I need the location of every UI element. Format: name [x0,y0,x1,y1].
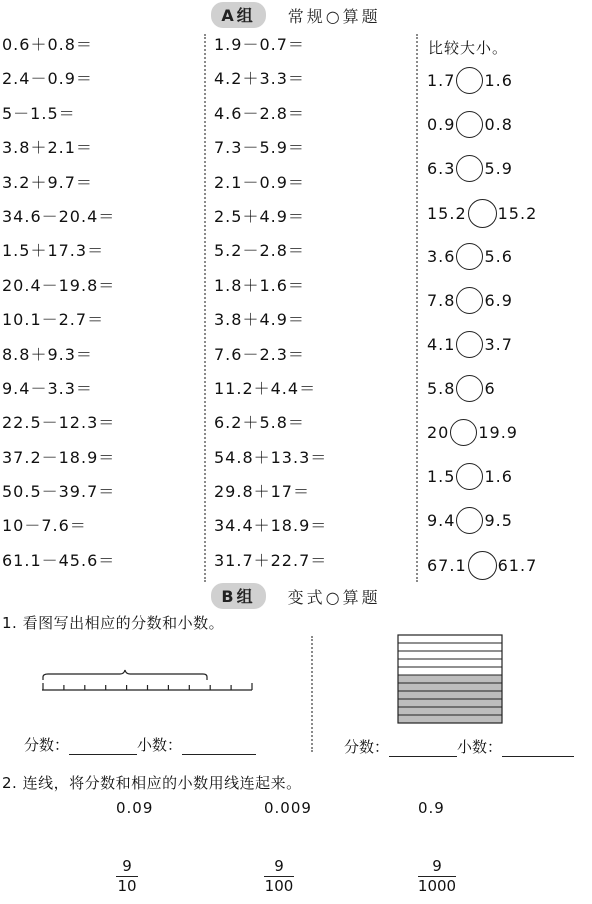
compare-row [427,419,518,446]
section-divider [311,636,313,752]
numerator: 9 [274,857,284,875]
problem: 50.5－39.7＝ [2,482,116,502]
compare-row [427,463,513,490]
problem: 20.4－19.8＝ [2,275,116,295]
group-b-header [0,583,592,609]
denominator: 10 [117,877,137,895]
compare-right: 61.7 [497,556,538,575]
problem: 2.5＋4.9＝ [214,206,305,226]
denominator: 100 [264,877,294,895]
column-2 [214,36,327,586]
problem: 31.7＋22.7＝ [214,550,328,570]
decimal-label: 小数： [457,738,503,756]
brace-mark [43,670,207,680]
answer-circle[interactable] [456,155,483,182]
problem: 1.9－0.7＝ [214,35,305,54]
problem: 8.8＋9.3＝ [2,344,93,364]
fraction-label: 分数： [24,736,70,754]
answer-circle[interactable] [468,199,497,228]
compare-right: 6 [484,379,496,398]
fraction-blank[interactable] [389,740,457,757]
group-a-badge: A组 [211,2,265,28]
compare-left: 3.6 [427,247,456,266]
decimal-option[interactable]: 0.9 [418,799,445,817]
fraction-option[interactable] [116,858,138,895]
compare-left: 7.8 [427,291,456,310]
compare-left: 20 [427,423,450,442]
number-line-figure [40,668,256,698]
problem: 2.4－0.9＝ [2,69,93,89]
compare-row [427,243,513,270]
answer-circle[interactable] [456,463,483,490]
compare-row [427,507,513,534]
compare-left: 5.8 [427,379,456,398]
compare-row [427,155,513,182]
problem: 10.1－2.7＝ [2,310,105,330]
decimal-option[interactable]: 0.09 [116,799,154,817]
answer-circle[interactable] [456,375,483,402]
column-divider [416,34,418,582]
fraction-label: 分数： [344,738,390,756]
problem: 0.6＋0.8＝ [2,35,93,54]
fraction-option[interactable] [418,858,456,895]
answer-row-right [344,736,574,757]
compare-row [427,551,537,580]
problem: 61.1－45.6＝ [2,550,116,570]
answer-row-left [24,734,256,755]
problem: 2.1－0.9＝ [214,172,305,192]
compare-left: 4.1 [427,335,456,354]
problem: 3.2＋9.7＝ [2,172,93,192]
compare-right: 6.9 [484,291,513,310]
compare-row [427,375,496,402]
problem: 3.8＋2.1＝ [2,138,93,158]
compare-left: 9.4 [427,511,456,530]
problem: 5－1.5＝ [2,103,76,123]
problem: 9.4－3.3＝ [2,378,93,398]
compare-left: 1.7 [427,71,456,90]
compare-row [427,111,513,138]
problem: 4.2＋3.3＝ [214,69,305,89]
compare-left: 1.5 [427,467,456,486]
compare-title: 比较大小。 [428,39,509,57]
problem: 54.8＋13.3＝ [214,447,328,467]
problem: 34.4＋18.9＝ [214,516,328,536]
compare-row [427,331,513,358]
compare-left: 6.3 [427,159,456,178]
compare-right: 5.6 [484,247,513,266]
striped-rectangle-figure [397,634,503,724]
compare-row [427,67,513,94]
decimal-blank[interactable] [182,738,256,755]
question-2: 2. 连线，将分数和相应的小数用线连起来。 [2,774,302,792]
compare-left: 67.1 [427,556,467,575]
question-1: 1. 看图写出相应的分数和小数。 [2,614,225,632]
compare-left: 15.2 [427,204,467,223]
decimal-blank[interactable] [502,740,574,757]
problem: 6.2＋5.8＝ [214,413,305,433]
numerator: 9 [122,857,132,875]
compare-row [427,287,513,314]
problem: 11.2＋4.4＝ [214,378,317,398]
compare-right: 3.7 [484,335,513,354]
group-a-header [0,2,592,28]
column-1 [2,36,115,586]
problem: 4.6－2.8＝ [214,103,305,123]
compare-right: 0.8 [484,115,513,134]
problem: 29.8＋17＝ [214,482,310,502]
compare-right: 5.9 [484,159,513,178]
compare-left: 0.9 [427,115,456,134]
compare-right: 1.6 [484,71,513,90]
compare-right: 1.6 [484,467,513,486]
compare-right: 19.9 [478,423,518,442]
denominator: 1000 [417,877,457,895]
problem: 10－7.6＝ [2,516,87,536]
compare-row [427,199,537,228]
answer-circle[interactable] [456,111,483,138]
problem: 1.5＋17.3＝ [2,241,105,261]
answer-circle[interactable] [456,287,483,314]
answer-circle[interactable] [450,419,477,446]
problem: 37.2－18.9＝ [2,447,116,467]
compare-right: 15.2 [497,204,538,223]
problem: 22.5－12.3＝ [2,413,116,433]
problem: 3.8＋4.9＝ [214,310,305,330]
problem: 7.3－5.9＝ [214,138,305,158]
problem: 34.6－20.4＝ [2,206,116,226]
decimal-label: 小数： [137,736,183,754]
fraction-blank[interactable] [69,738,137,755]
answer-circle[interactable] [456,331,483,358]
answer-circle[interactable] [456,67,483,94]
group-b-title: 变式○算题 [287,587,381,607]
answer-circle[interactable] [456,243,483,270]
problem: 5.2－2.8＝ [214,241,305,261]
group-b-badge: B组 [211,583,265,609]
numerator: 9 [432,857,442,875]
decimal-option[interactable]: 0.009 [264,799,312,817]
problem: 7.6－2.3＝ [214,344,305,364]
problem: 1.8＋1.6＝ [214,275,305,295]
column-divider [204,34,206,582]
answer-circle[interactable] [456,507,483,534]
answer-circle[interactable] [468,551,497,580]
fraction-option[interactable] [264,858,294,895]
compare-right: 9.5 [484,511,513,530]
group-a-title: 常规○算题 [287,6,381,26]
ticks [43,683,252,690]
